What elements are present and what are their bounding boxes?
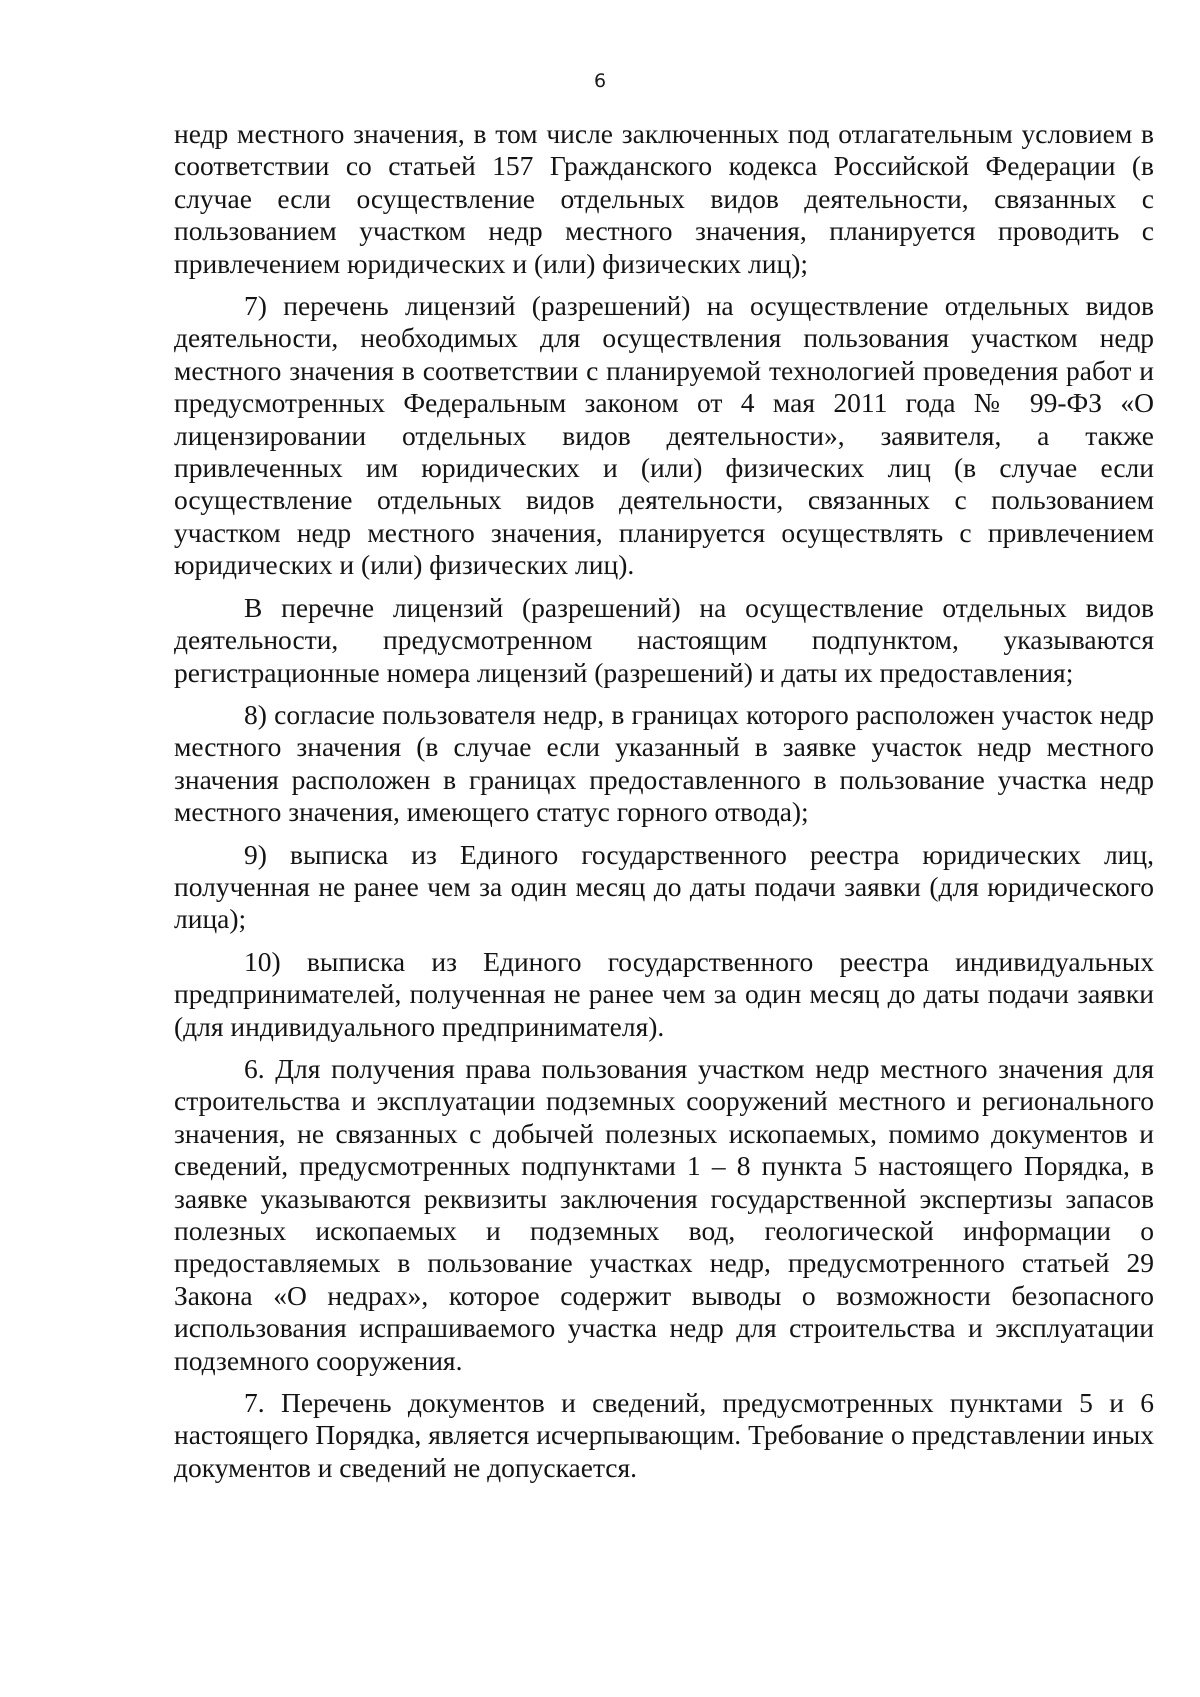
paragraph-item-10: 10) выписка из Единого государственного реестра индивидуальных предпринимателей, полученная не ранее чем за один месяц до даты подачи заявки (для индивидуального предпринимателя). bbox=[174, 945, 1154, 1042]
paragraph-point-7: 7. Перечень документов и сведений, предусмотренных пунктами 5 и 6 настоящего Порядка, является исчерпывающим. Требование о представлении иных документов и сведений не допускается. bbox=[174, 1387, 1154, 1483]
paragraph-item-8: 8) согласие пользователя недр, в границах которого расположен участок недр местного значения (в случае если указанный в заявке участок недр местного значения расположен в границах предоставленного в пользование участка недр местного значения, имеющего статус горного отвода); bbox=[174, 698, 1154, 828]
paragraph-item-7: 7) перечень лицензий (разрешений) на осуществление отдельных видов деятельности, необходимых для осуществления пользования участком недр местного значения в соответствии с планируемой технологией проведения работ и предусмотренных Федеральным законом от 4 мая 2011 года № 99-ФЗ «О лицензировании отдельных видов деятельности», заявителя, а также привлеченных им юридических и (или) физических лиц (в случае если осуществление отдельных видов деятельности, связанных с пользованием участком недр местного значения, планируется осуществлять с привлечением юридических и (или) физических лиц). bbox=[174, 290, 1154, 581]
page-number: 6 bbox=[593, 70, 607, 92]
paragraph-item-9: 9) выписка из Единого государственного реестра юридических лиц, полученная не ранее чем за один месяц до даты подачи заявки (для юридического лица); bbox=[174, 838, 1154, 935]
paragraph-continuation: недр местного значения, в том числе заключенных под отлагательным условием в соответствии со статьей 157 Гражданского кодекса Российской Федерации (в случае если осуществление отдельных видов деятельности, связанных с пользованием участком недр местного значения, планируется проводить с привлечением юридических и (или) физических лиц); bbox=[174, 118, 1154, 279]
document-body bbox=[174, 118, 1154, 1494]
paragraph-licenses-list-note: В перечне лицензий (разрешений) на осуществление отдельных видов деятельности, предусмотренном настоящим подпунктом, указываются регистрационные номера лицензий (разрешений) и даты их предоставления; bbox=[174, 591, 1154, 688]
paragraph-point-6: 6. Для получения права пользования участком недр местного значения для строительства и эксплуатации подземных сооружений местного и регионального значения, не связанных с добычей полезных ископаемых, помимо документов и сведений, предусмотренных подпунктами 1 – 8 пункта 5 настоящего Порядка, в заявке указываются реквизиты заключения государственной экспертизы запасов полезных ископаемых и подземных вод, геологической информации о предоставляемых в пользование участках недр, предусмотренного статьей 29 Закона «О недрах», которое содержит выводы о возможности безопасного использования испрашиваемого участка недр для строительства и эксплуатации подземного сооружения. bbox=[174, 1052, 1154, 1376]
